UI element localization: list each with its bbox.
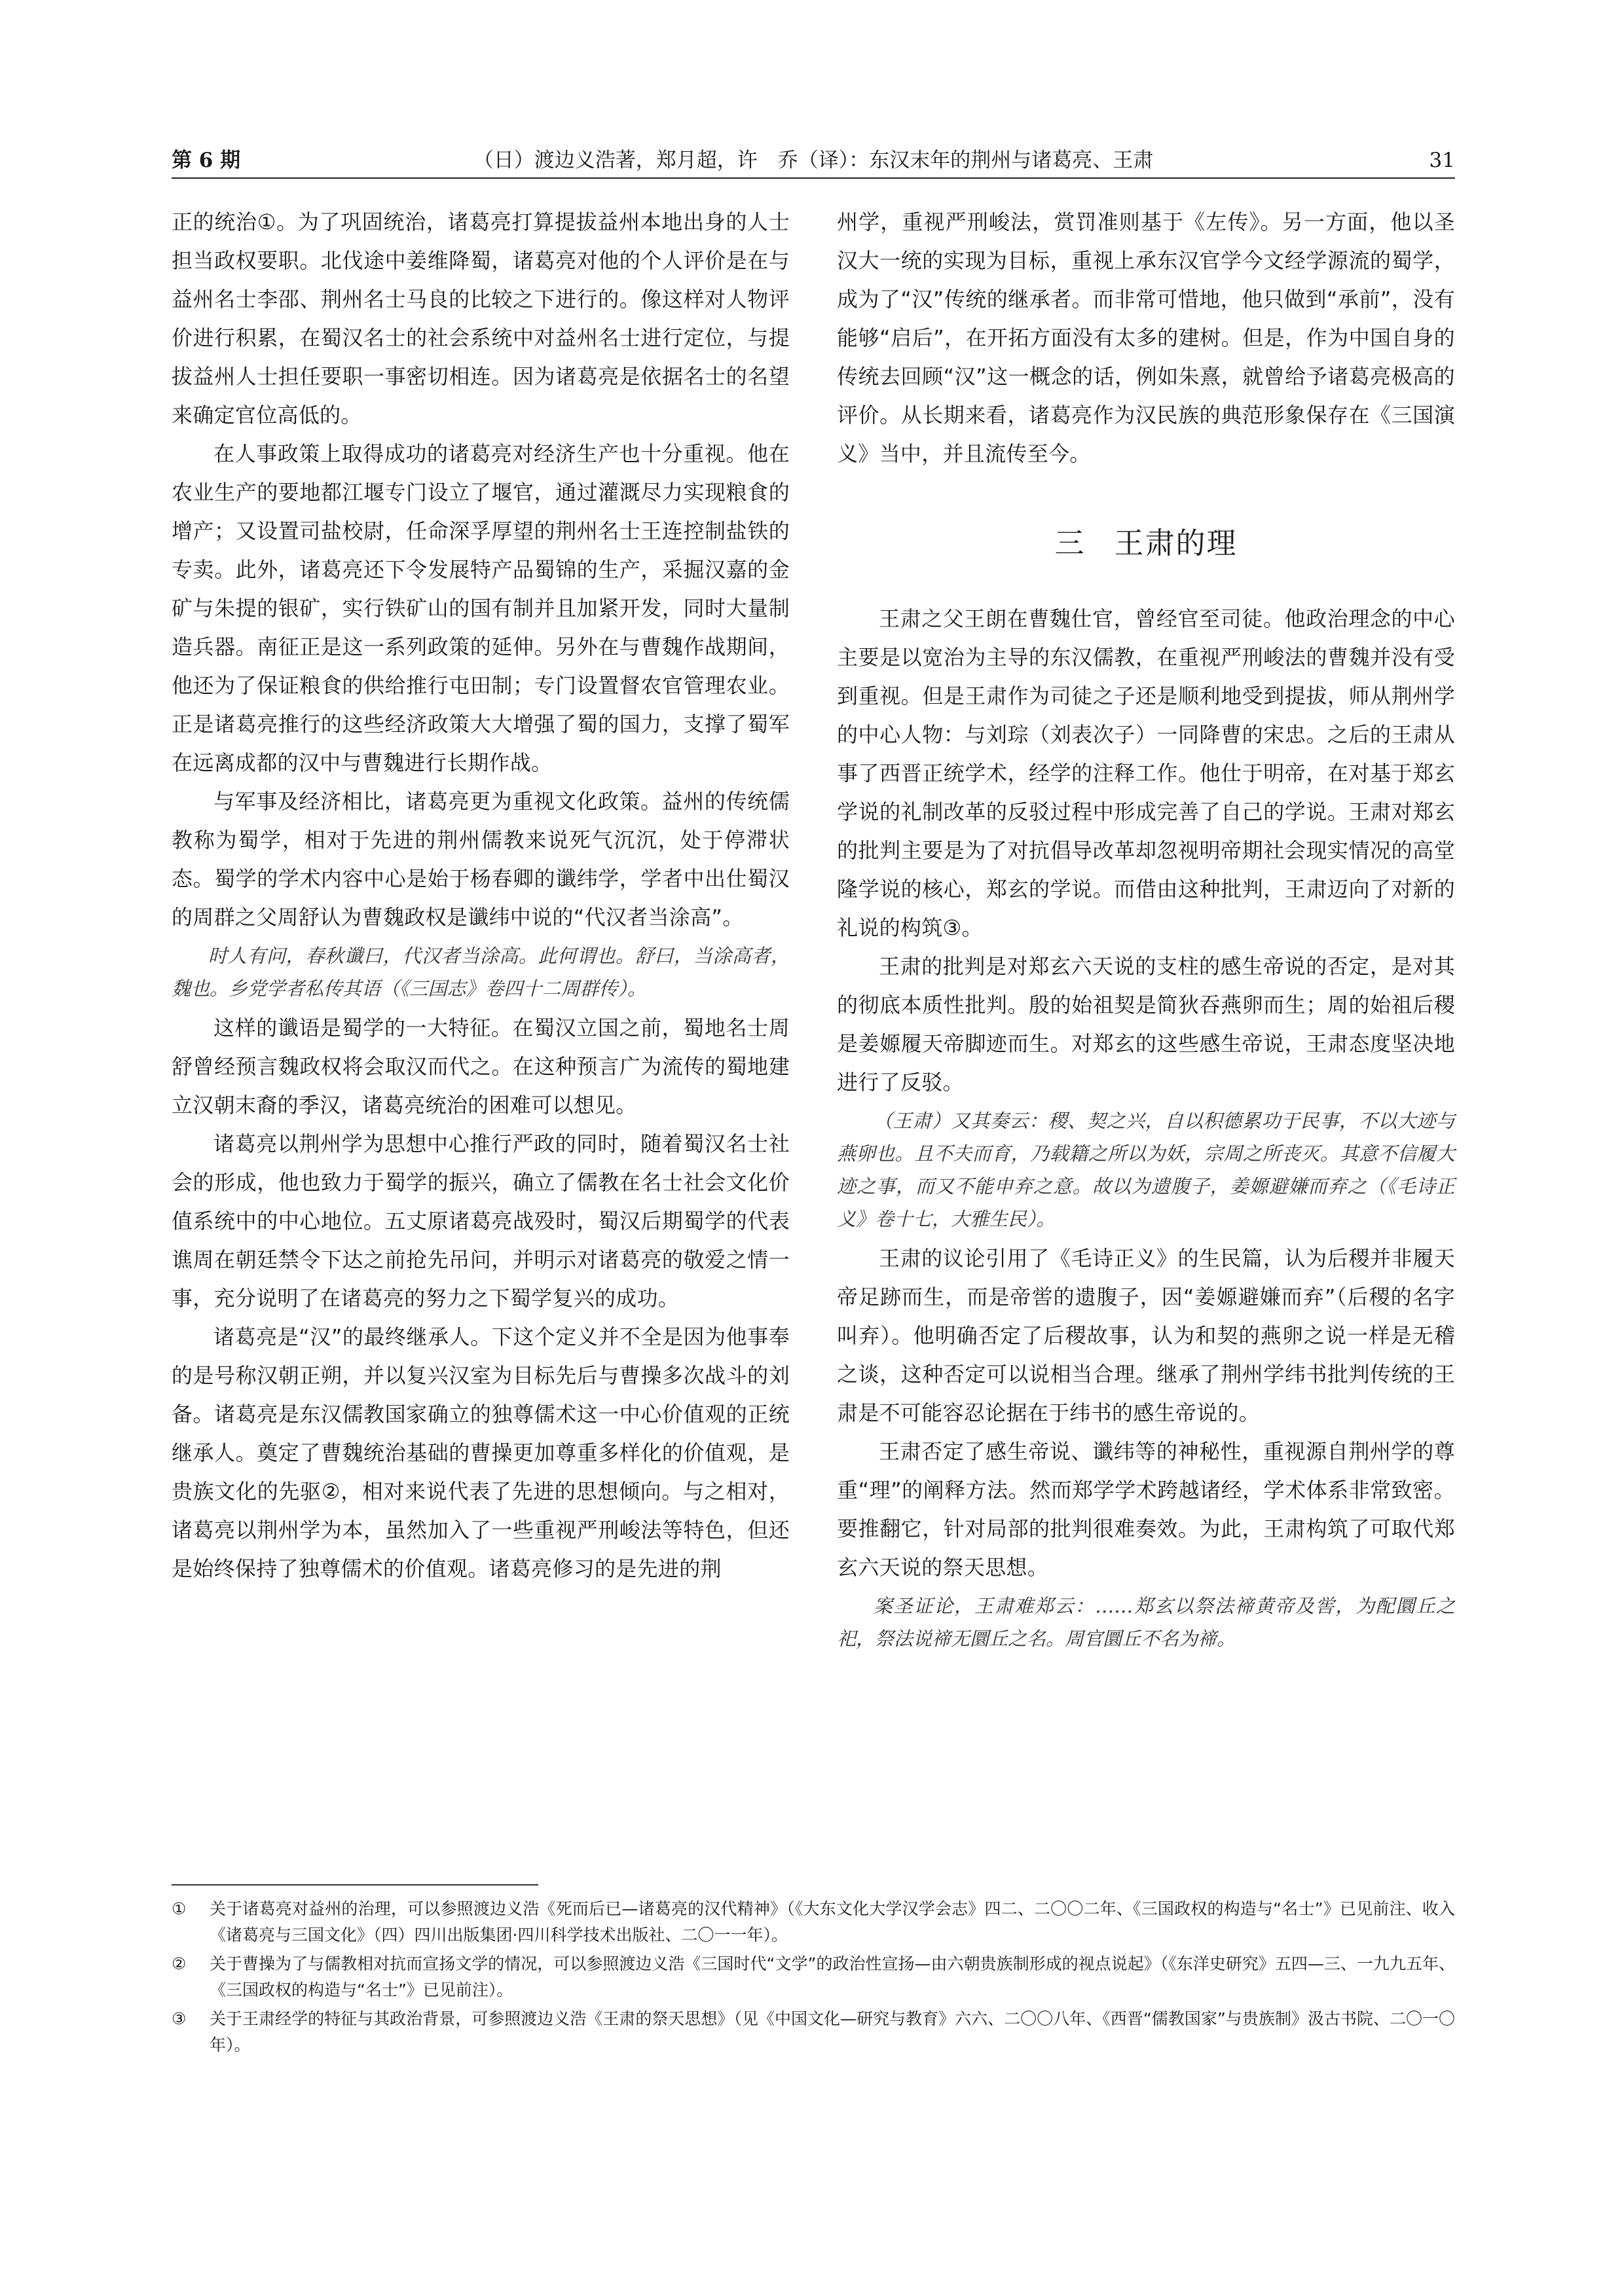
body-paragraph: 与军事及经济相比，诸葛亮更为重视文化政策。益州的传统儒教称为蜀学，相对于先进的荆州儒教来说死气沉沉，处于停滞状态。蜀学的学术内容中心是始于杨春卿的谶纬学，学者中出仕蜀汉的周群之父周舒认为曹魏政权是谶纬中说的“代汉者当涂高”。 xyxy=(172,789,790,930)
section-heading xyxy=(837,519,1455,562)
header-rule xyxy=(172,177,1455,179)
block-quote: 时人有问，春秋谶曰，代汉者当涂高。此何谓也。舒曰，当涂高者，魏也。乡党学者私传其语（《三国志》卷四十二周群传）。 xyxy=(172,945,790,1000)
left-column xyxy=(172,203,790,1588)
footnote-text: 关于曹操为了与儒教相对抗而宣扬文学的情况，可以参照渡边义浩《三国时代“文学”的政治性宣扬—由六朝贵族制形成的视点说起》（《东洋史研究》五四—三、一九九五年、《三国政权的构造与“名士”》已见前注）。 xyxy=(210,1954,1455,1999)
block-quote: 案圣证论，王肃难郑云：……郑玄以祭法禘黄帝及喾，为配圜丘之祀，祭法说禘无圜丘之名。周官圜丘不名为禘。 xyxy=(837,1595,1455,1650)
page-number: 31 xyxy=(1429,149,1455,172)
body-paragraph: 诸葛亮是“汉”的最终继承人。下这个定义并不全是因为他事奉的是号称汉朝正朔，并以复兴汉室为目标先后与曹操多次战斗的刘备。诸葛亮是东汉儒教国家确立的独尊儒术这一中心价值观的正统继承人。奠定了曹魏统治基础的曹操更加尊重多样化的价值观，是贵族文化的先驱②，相对来说代表了先进的思想倾向。与之相对，诸葛亮以荆州学为本，虽然加入了一些重视严刑峻法等特色，但还是始终保持了独尊儒术的价值观。诸葛亮修习的是先进的荆 xyxy=(172,1324,790,1581)
body-paragraph: 正的统治①。为了巩固统治，诸葛亮打算提拔益州本地出身的人士担当政权要职。北伐途中姜维降蜀，诸葛亮对他的个人评价是在与益州名士李邵、荆州名士马良的比较之下进行的。像这样对人物评价进行积累，在蜀汉名士的社会系统中对益州名士进行定位，与提拔益州人士担任要职一事密切相连。因为诸葛亮是依据名士的名望来确定官位高低的。 xyxy=(172,210,790,428)
footnote-mark: ③ xyxy=(172,2009,187,2028)
article-citation: （日）渡边义浩著，郑月超，许 乔（译）：东汉末年的荆州与诸葛亮、王肃 xyxy=(473,149,1154,172)
footnote-text: 关于王肃经学的特征与其政治背景，可参照渡边义浩《王肃的祭天思想》（见《中国文化—研究与教育》六六、二〇〇八年、《西晋“儒教国家”与贵族制》汲古书院、二〇一〇年）。 xyxy=(210,2009,1455,2054)
body-paragraph: 王肃的议论引用了《毛诗正义》的生民篇，认为后稷并非履天帝足跡而生，而是帝喾的遗腹子，因“姜嫄避嫌而弃”（后稷的名字叫弃）。他明确否定了后稷故事，认为和契的燕卵之说一样是无稽之谈，这种否定可以说相当合理。继承了荆州学纬书批判传统的王肃是不可能容忍论据在于纬书的感生帝说的。 xyxy=(837,1246,1455,1425)
footnote xyxy=(172,2006,1455,2058)
issue-number: 第 6 期 xyxy=(172,149,241,172)
block-quote: （王肃）又其奏云：稷、契之兴，自以积德累功于民事，不以大迹与燕卵也。且不夫而育，乃载籍之所以为妖，宗周之所丧灭。其意不信履大迹之事，而又不能申弃之意。故以为遗腹子，姜嫄避嫌而弃之（《毛诗正义》卷十七，大雅生民）。 xyxy=(837,1110,1455,1230)
body-paragraph: 这样的谶语是蜀学的一大特征。在蜀汉立国之前，蜀地名士周舒曾经预言魏政权将会取汉而代之。在这种预言广为流传的蜀地建立汉朝末裔的季汉，诸葛亮统治的困难可以想见。 xyxy=(172,1015,790,1118)
body-paragraph: 王肃之父王朗在曹魏仕官，曾经官至司徒。他政治理念的中心主要是以宽治为主导的东汉儒教，在重视严刑峻法的曹魏并没有受到重视。但是王肃作为司徒之子还是顺利地受到提拔，师从荆州学的中心人物：与刘琮（刘表次子）一同降曹的宋忠。之后的王肃从事了西晋正统学术，经学的注释工作。他仕于明帝，在对基于郑玄学说的礼制改革的反驳过程中形成完善了自己的学说。王肃对郑玄的批判主要是为了对抗倡导改革却忽视明帝期社会现实情况的高堂隆学说的核心，郑玄的学说。而借由这种批判，王肃迈向了对新的礼说的构筑③。 xyxy=(837,606,1455,940)
right-column xyxy=(837,203,1455,1659)
body-paragraph: 在人事政策上取得成功的诸葛亮对经济生产也十分重视。他在农业生产的要地都江堰专门设立了堰官，通过灌溉尽力实现粮食的增产；又设置司盐校尉，任命深孚厚望的荆州名士王连控制盐铁的专卖。此外，诸葛亮还下令发展特产品蜀锦的生产，采掘汉嘉的金矿与朱提的银矿，实行铁矿山的国有制并且加紧开发，同时大量制造兵器。南征正是这一系列政策的延伸。另外在与曹魏作战期间，他还为了保证粮食的供给推行屯田制；专门设置督农官管理农业。正是诸葛亮推行的这些经济政策大大增强了蜀的国力，支撑了蜀军在远离成都的汉中与曹魏进行长期作战。 xyxy=(172,441,790,775)
running-header xyxy=(172,145,1455,175)
body-paragraph: 诸葛亮以荆州学为思想中心推行严政的同时，随着蜀汉名士社会的形成，他也致力于蜀学的振兴，确立了儒教在名士社会文化价值系统中的中心地位。五丈原诸葛亮战殁时，蜀汉后期蜀学的代表谯周在朝廷禁令下达之前抢先吊问，并明示对诸葛亮的敬爱之情一事，充分说明了在诸葛亮的努力之下蜀学复兴的成功。 xyxy=(172,1131,790,1311)
footnote xyxy=(172,1951,1455,2003)
footnote xyxy=(172,1896,1455,1948)
footnote-rule xyxy=(172,1884,538,1886)
body-paragraph: 王肃否定了感生帝说、谶纬等的神秘性，重视源自荆州学的尊重“理”的阐释方法。然而郑学学术跨越诸经，学术体系非常致密。要推翻它，针对局部的批判很难奏效。为此，王肃构筑了可取代郑玄六天说的祭天思想。 xyxy=(837,1439,1455,1580)
section-title: 王肃的理 xyxy=(1114,526,1238,560)
body-paragraph: 王肃的批判是对郑玄六天说的支柱的感生帝说的否定，是对其的彻底本质性批判。殷的始祖契是简狄吞燕卵而生；周的始祖后稷是姜嫄履天帝脚迹而生。对郑玄的这些感生帝说，王肃态度坚决地进行了反驳。 xyxy=(837,954,1455,1095)
body-paragraph: 州学，重视严刑峻法，赏罚准则基于《左传》。另一方面，他以圣汉大一统的实现为目标，重视上承东汉官学今文经学源流的蜀学，成为了“汉”传统的继承者。而非常可惜地，他只做到“承前”，没有能够“启后”，在开拓方面没有太多的建树。但是，作为中国自身的传统去回顾“汉”这一概念的话，例如朱熹，就曾给予诸葛亮极高的评价。从长期来看，诸葛亮作为汉民族的典范形象保存在《三国演义》当中，并且流传至今。 xyxy=(837,210,1455,466)
section-number: 三 xyxy=(1054,526,1086,560)
footnote-mark: ② xyxy=(172,1954,187,1973)
footnotes xyxy=(172,1896,1455,2061)
footnote-text: 关于诸葛亮对益州的治理，可以参照渡边义浩《死而后已—诸葛亮的汉代精神》（《大东文化大学汉学会志》四二、二〇〇二年、《三国政权的构造与“名士”》已见前注、收入《诸葛亮与三国文化》（四）四川出版集团·四川科学技术出版社、二〇一一年）。 xyxy=(210,1899,1455,1944)
footnote-mark: ① xyxy=(172,1899,187,1918)
